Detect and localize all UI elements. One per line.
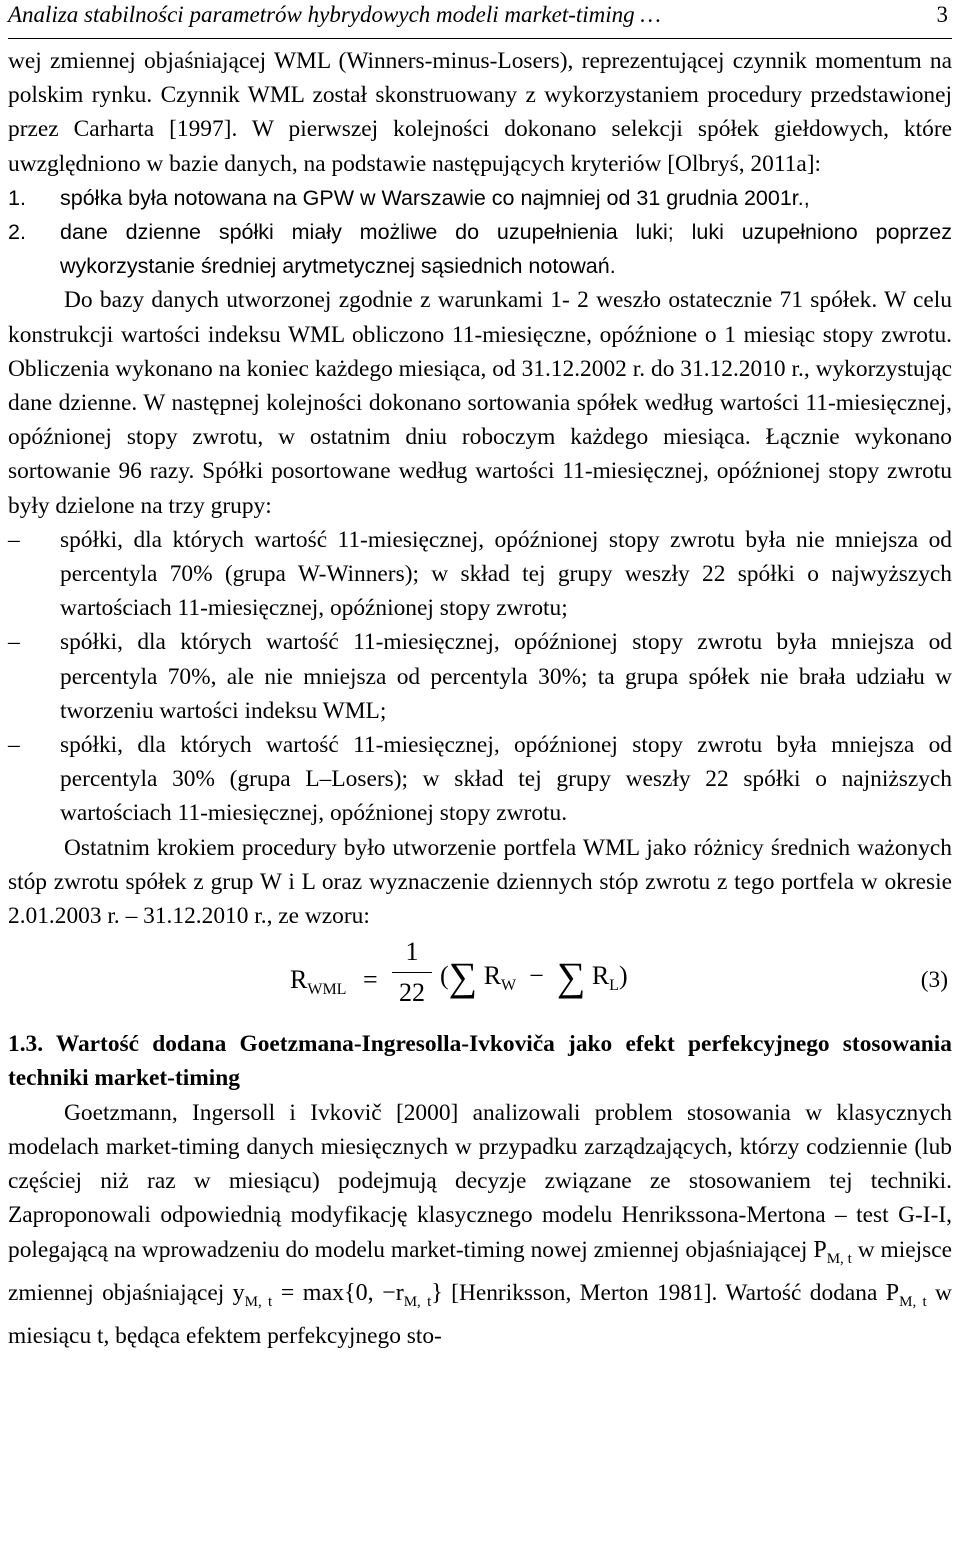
group-item xyxy=(8,728,952,831)
paragraph-gii: Goetzmann, Ingersoll i Ivkovič [2000] analizowali problem stosowania w klasycznych modelach market-timing danych miesięcznych w przypadku zarządzających, którzy codziennie (lub częściej niż raz w miesiącu) podejmują decyzje związane ze stosowaniem tej techniki. Zaproponowali odpowiednią modyfikację klasycznego modelu Henrikssona-Mertona – test G-I-I, polegającą na wprowadzeniu do modelu market-timing nowej zmiennej objaśniającej $P_{M, t}$ w miejsce zmiennej objaśniającej $y_{M, t} = \max\{0$, $-r_{M, t}$} [Henriksson, Merton 1981]. Wartość dodana $P_{M, t}$ w miesiącu t, będąca efektem perfekcyjnego sto- xyxy=(8,1099,952,1349)
criteria-item xyxy=(8,215,952,283)
equation-lhs: $R_{WML}$ xyxy=(290,965,347,999)
criteria-text: dane dzienne spółki miały możliwe do uzupełnienia luki; luki uzupełniono poprzez wykorzystanie średniej arytmetycznej sąsiednich notowań. xyxy=(60,220,952,279)
group-text: spółki, dla których wartość 11-miesięcznej, opóźnionej stopy zwrotu była mniejsza od percentyla 30% (grupa L–Losers); w skład tej grupy weszły 22 spółki o najniższych wartościach 11-miesięcznej, opóźnionej stopy zwrotu. xyxy=(60,732,952,827)
criteria-item xyxy=(8,181,952,215)
variable-y: $y_{M, t} = \max\{0$, $-r_{M, t}$} xyxy=(232,1279,443,1310)
sum-symbol: ∑ xyxy=(556,954,586,1000)
variable-p: $P_{M, t}$ xyxy=(813,1236,852,1267)
page-number: 3 xyxy=(936,2,948,27)
running-header xyxy=(8,0,952,39)
group-text: spółki, dla których wartość 11-miesięcznej, opóźnionej stopy zwrotu była mniejsza od percentyla 70%, ale nie mniejsza od percentyla 30%; ta grupa spółek nie brała udziału w tworzeniu wartości indeksu WML; xyxy=(60,629,952,724)
section-heading: 1.3. Wartość dodana Goetzmana-Ingresolla-Ivkoviča jako efekt perfekcyjnego stosowania techniki market-timing xyxy=(8,1031,952,1092)
criteria-number: 2. xyxy=(8,220,26,245)
paragraph-database: Do bazy danych utworzonej zgodnie z warunkami 1- 2 weszło ostatecznie 71 spółek. W celu konstrukcji wartości indeksu WML obliczono 11-miesięczne, opóźnione o 1 miesiąc stopy zwrotu. Obliczenia wykonano na koniec każdego miesiąca, od 31.12.2002 r. do 31.12.2010 r., wykorzystując dane dzienne. W następnej kolejności dokonano sortowania spółek według wartości 11-miesięcznej, opóźnionej stopy zwrotu, w ostatnim dniu roboczym każdego miesiąca. Łącznie wykonano sortowanie 96 razy. Spółki posortowane według wartości 11-miesięcznej, opóźnionej stopy zwrotu były dzielone na trzy grupy: xyxy=(8,287,952,519)
dash-marker: – xyxy=(8,629,20,656)
group-item xyxy=(8,523,952,626)
fraction-numerator: 1 xyxy=(405,937,419,967)
groups-list xyxy=(8,523,952,831)
criteria-list xyxy=(8,181,952,284)
criteria-text: spółka była notowana na GPW w Warszawie co najmniej od 31 grudnia 2001r., xyxy=(60,185,810,210)
criteria-number: 1. xyxy=(8,185,26,210)
equation-3 xyxy=(8,935,952,1027)
fraction-bar xyxy=(392,972,432,973)
equation-fraction xyxy=(392,935,432,1010)
dash-marker: – xyxy=(8,526,20,553)
equation-equals: = xyxy=(363,965,378,995)
paragraph-portfolio: Ostatnim krokiem procedury było utworzenie portfela WML jako różnicy średnich ważonych stóp zwrotu spółek z grup W i L oraz wyznaczenie dziennych stóp zwrotu z tego portfela w okresie 2.01.2003 r. – 31.12.2010 r., ze wzoru: xyxy=(8,834,952,930)
group-text: spółki, dla których wartość 11-miesięcznej, opóźnionej stopy zwrotu była nie mniejsza od percentyla 70% (grupa W-Winners); w skład tej grupy weszły 22 spółki o najwyższych wartościach 11-miesięcznej, opóźnionej stopy zwrotu; xyxy=(60,526,952,622)
header-title: Analiza stabilności parametrów hybrydowych modeli market-timing … xyxy=(8,2,661,27)
equation-number: (3) xyxy=(920,967,948,994)
body-text xyxy=(8,44,952,1353)
dash-marker: – xyxy=(8,732,20,759)
group-item xyxy=(8,625,952,728)
variable-p: $P_{M, t}$ xyxy=(885,1279,927,1310)
fraction-denominator: 22 xyxy=(399,978,425,1008)
equation-rhs: (∑ $R_W$ − ∑ $R_L$) xyxy=(440,954,628,1000)
sum-symbol: ∑ xyxy=(448,954,478,1000)
paragraph-intro: wej zmiennej objaśniającej WML (Winners-minus-Losers), reprezentującej czynnik momentum na polskim rynku. Czynnik WML został skonstruowany z wykorzystaniem procedury przedstawionej przez Carharta [1997]. W pierwszej kolejności dokonano selekcji spółek giełdowych, które uwzględniono w bazie danych, na podstawie następujących kryteriów [Olbryś, 2011a]: xyxy=(8,48,952,177)
